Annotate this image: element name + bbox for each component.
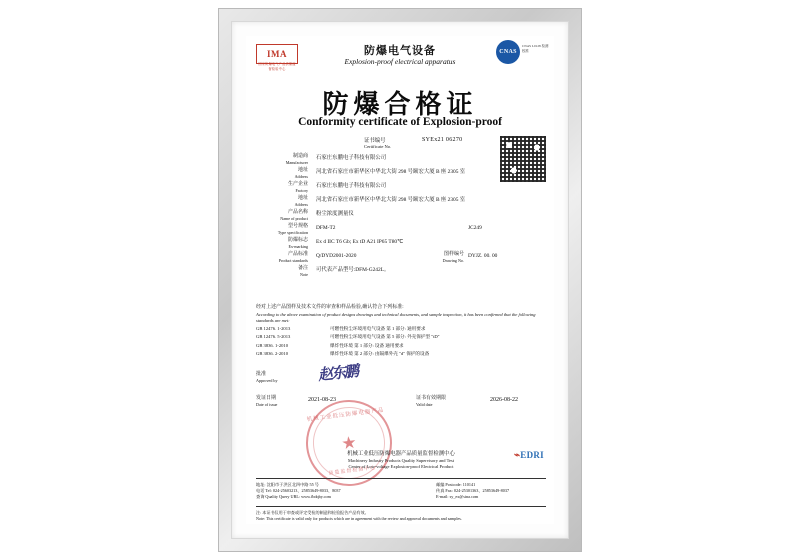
contact-email[interactable]: E-mail: sy_ex@sina.com: [436, 494, 479, 499]
approver-signature: 赵东鹏: [317, 363, 358, 384]
contact-address: 地址: 沈阳市于洪区北四中路 55 号: [256, 482, 319, 487]
value-type-specification-secondary: JC249: [468, 225, 482, 231]
standard-name: 爆炸性环境 第 2 部分: 由隔爆外壳 "d" 保护的设备: [330, 351, 430, 357]
footer-note-en: Note: This certificate is valid only for products which are in agreement with the review and approval documents and samples.: [256, 516, 462, 521]
contact-left: [256, 482, 426, 500]
label-ex-marking: 防爆标志 Ex-marking: [287, 238, 308, 249]
label-manufacturer: 制造商 Manufacturer: [285, 154, 308, 165]
cnas-logo-icon: CNAS: [496, 40, 520, 64]
value-date-of-issue: 2021-08-23: [308, 397, 336, 403]
field-row-type-specification: [256, 224, 546, 237]
contact-url[interactable]: 查询 Quality Query URL: www.fbdqby.com: [256, 494, 331, 499]
value-product-standards: Q/DYD2001-2020: [316, 253, 357, 259]
field-row-manufacturer-address: [256, 168, 546, 181]
contact-postcode: 邮编 Postcode: 110141: [436, 482, 476, 487]
standard-code: GB 3836. 2-2010: [256, 351, 289, 357]
value-type-specification: DFM-T2: [316, 225, 336, 231]
value-valid-date: 2026-08-22: [490, 397, 518, 403]
issuing-organization: [256, 450, 546, 470]
standard-code: GB 3836. 1-2010: [256, 342, 289, 348]
label-product-name: 产品名称 Name of product: [280, 210, 308, 221]
value-factory-address: 河北省石家庄市新华区中华北大街 298 号颐宏大厦 B 座 2305 室: [316, 197, 466, 203]
header-title-en: Explosion-proof electrical apparatus: [344, 57, 456, 66]
label-factory-address: 地址 Address: [294, 196, 308, 207]
label-product-standards: 产品标准 Product standards: [278, 252, 308, 263]
cnas-logo-subtext: CNAS L0128 检测 校准: [522, 44, 549, 54]
footer-note: [256, 510, 546, 522]
certificate-header: [246, 42, 554, 76]
divider-top: [256, 478, 546, 479]
label-approved-by: 批准 Approved by: [256, 372, 278, 383]
value-manufacturer: 石家庄东鹏电子科技有限公司: [316, 155, 387, 161]
label-factory: 生产企业 Factory: [287, 182, 308, 193]
field-row-manufacturer: [256, 154, 546, 167]
standard-row: [256, 343, 546, 351]
contact-right: [436, 482, 554, 500]
approval-block: [256, 363, 376, 384]
field-row-note: [256, 266, 546, 279]
statement-cn: 经对上述产品图样及技术文件的审查和样品检验,确认符合下列标准:: [256, 305, 404, 310]
value-factory: 石家庄东鹏电子科技有限公司: [316, 183, 387, 189]
standard-code: GB 12476. 5-2013: [256, 334, 291, 340]
label-type-specification: 型号规格 Type specification: [277, 224, 308, 235]
certificate-title-cn: 防爆合格证: [322, 90, 478, 119]
value-note: 可代表产品型号:DFM-G242L。: [316, 267, 390, 273]
seal-top-text: 机械工业低压防爆电器产品: [306, 407, 385, 423]
field-row-factory-address: [256, 196, 546, 209]
dates-block: [256, 396, 546, 412]
label-note: 备注 Note: [297, 266, 308, 277]
standards-list: [256, 326, 546, 360]
standard-code: GB 12476. 1-2013: [256, 326, 291, 331]
field-row-product-standards: [256, 252, 546, 265]
standard-name: 可燃性粉尘环境用电气设备 第 1 部分: 通用要求: [330, 326, 426, 331]
ima-logo-subtext: 国家防爆电气产品质量监督检验中心: [258, 62, 296, 71]
edri-logo-icon: ⌁EDRI: [513, 450, 544, 461]
field-table: [256, 154, 546, 280]
certificate-frame: [218, 8, 582, 552]
organization-name-cn: 机械工业低压防爆电器产品质量监督检测中心: [347, 451, 455, 457]
field-row-product-name: [256, 210, 546, 223]
header-title-cn: 防爆电气设备: [364, 45, 436, 57]
standard-name: 可燃性粉尘环境用电气设备 第 5 部分: 外壳保护型 "tD": [330, 334, 440, 340]
statement-en: According to the above examination of product designs drawings and technical documents, and sample inspection, it has been confirmed that the following standards are met:: [256, 311, 536, 323]
value-ex-marking: Ex d IIC T6 Gb; Ex tD A21 IP65 T80℃: [316, 239, 404, 245]
divider-bottom: [256, 506, 546, 507]
contact-phone: 电话 Tel: 024-25603213、25853649-8033、8037: [256, 488, 341, 493]
footer-note-cn: 注: 本证书仅用于审查或评定受检的制造和检验报告产品有效。: [256, 510, 369, 515]
field-row-ex-marking: [256, 238, 546, 251]
standard-row: [256, 334, 546, 342]
value-manufacturer-address: 河北省石家庄市新华区中华北大街 298 号颐宏大厦 B 座 2305 室: [316, 169, 466, 175]
certificate-paper: [246, 36, 554, 524]
certificate-title-en: Conformity certificate of Explosion-proof: [298, 116, 502, 128]
conformity-statement: [256, 304, 546, 324]
ima-logo-text: IMA: [267, 49, 287, 59]
contact-fax: 传真 Fax: 024-25301363、25853649-8037: [436, 488, 510, 493]
certificate-number-label-en: Certificate No.: [364, 144, 392, 149]
label-valid-date: 证书有效期限 Valid date: [416, 396, 447, 407]
standard-row: [256, 351, 546, 359]
certificate-number-label-cn: 证书编号: [364, 138, 386, 144]
seal-star-icon: ★: [340, 432, 358, 454]
seal-bottom-text: 质量监督检测中心: [328, 465, 377, 477]
organization-name-en-line1: Machinery Industry Products Quality Supervisory and Test: [347, 458, 455, 463]
label-drawing-no: 图样编号 Drawing No.: [442, 252, 464, 263]
edri-logo-text: EDRI: [520, 450, 544, 460]
standard-name: 爆炸性环境 第 1 部分: 设备 通用要求: [330, 342, 404, 348]
certificate-number-value: SYEx21 06270: [422, 137, 463, 143]
label-manufacturer-address: 地址 Address: [294, 168, 308, 179]
organization-name-en-line2: Center of Low-voltage Explosion-proof Electrical Product: [348, 464, 454, 470]
value-drawing-no: DYJZ. 00. 00: [468, 253, 498, 259]
value-product-name: 粉尘浓度测量仪: [316, 211, 354, 217]
field-row-factory: [256, 182, 546, 195]
certificate-mat: [231, 21, 569, 539]
label-date-of-issue: 发证日期 Date of issue: [256, 396, 278, 407]
